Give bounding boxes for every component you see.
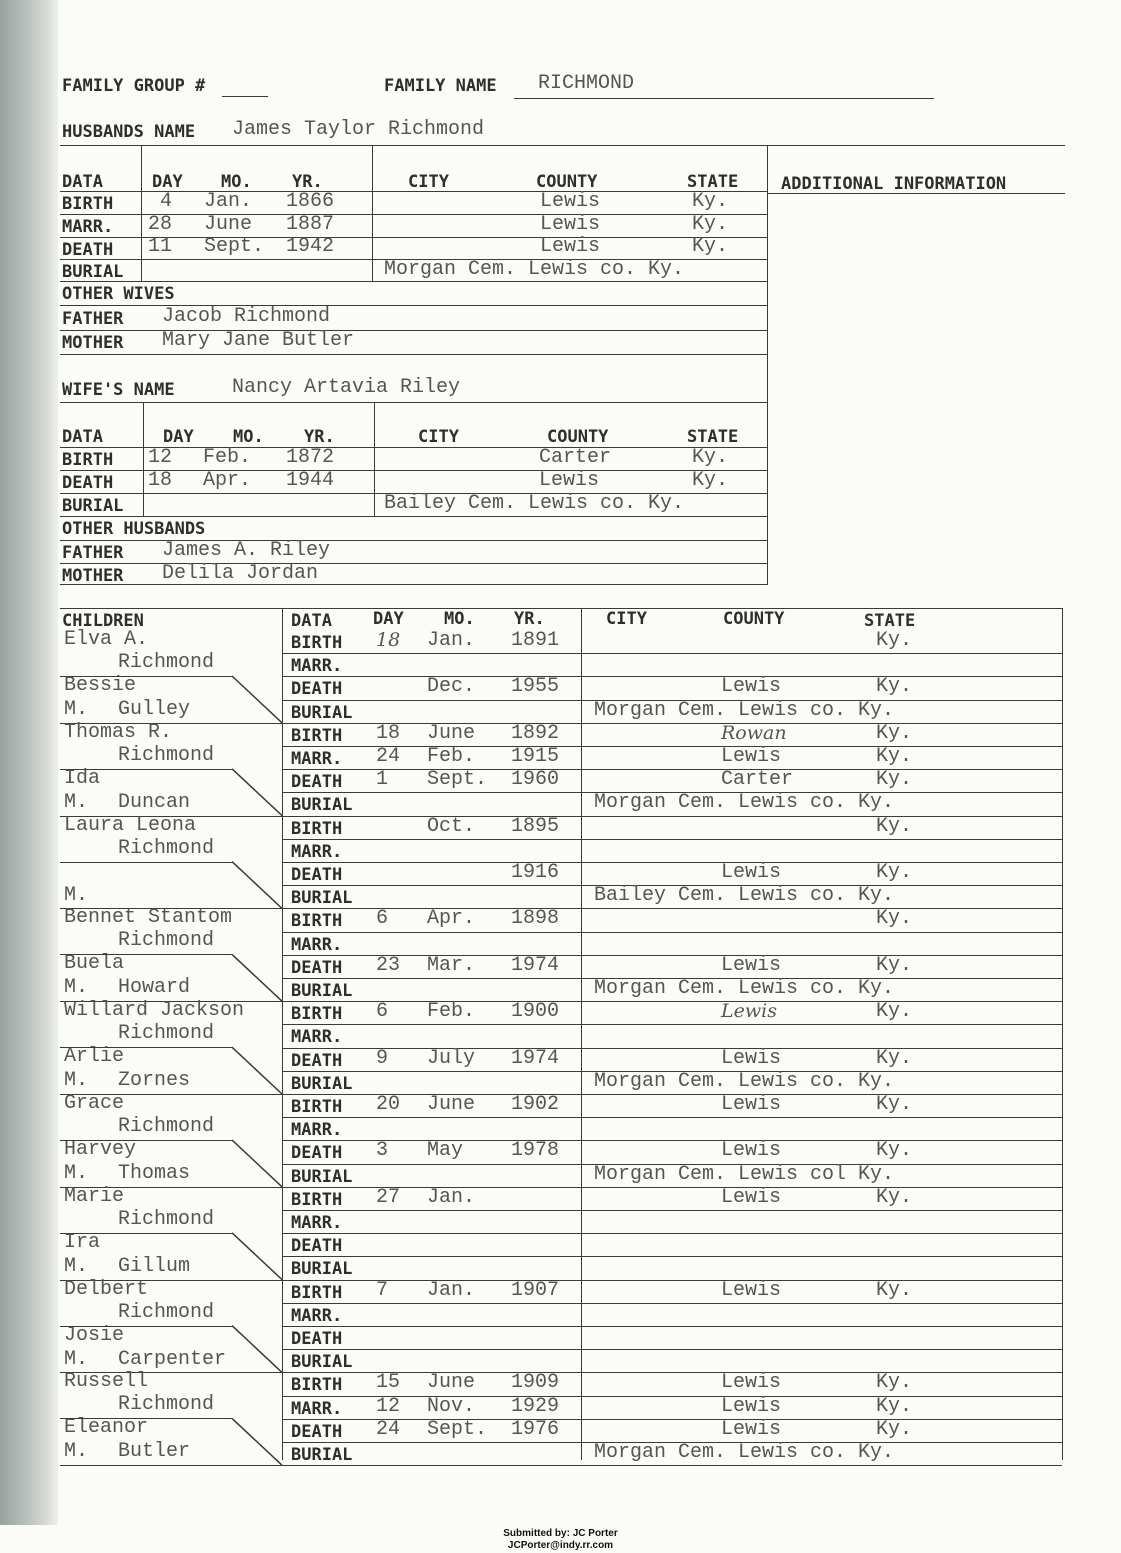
husband-name-value: James Taylor Richmond [232,118,485,141]
wife-col-yr: YR. [304,427,335,447]
child-burial-place: Morgan Cem. Lewis co. Ky. [594,791,895,815]
child-birth-label: BIRTH [291,1282,343,1303]
spouse-prefix: M. [64,1254,89,1278]
husband-marr-county: Lewis [540,213,601,236]
spouse-prefix: M. [64,1162,89,1185]
family-name-value: RICHMOND [538,72,635,95]
child-death-county: Carter [721,768,794,792]
child-birth-day: 15 [376,1371,401,1395]
child-birth-label: BIRTH [291,1375,343,1396]
child-birth-county: Rowan [721,721,787,744]
wife-birth-day: 12 [148,446,173,469]
child-birth-mo: Oct. [427,814,476,838]
child-birth-label: BIRTH [291,911,343,932]
spouse-last-name: Carpenter [118,1347,227,1371]
child-death-county: Lewis [721,1139,782,1163]
child-marr-county: Lewis [721,745,782,768]
husband-birth-yr: 1866 [286,190,335,213]
child-last-name: Richmond [118,1022,215,1046]
child-first-name: Thomas R. [64,720,173,744]
child-birth-mo: June [427,1371,476,1395]
child-marr-day: 24 [376,745,401,768]
child-death-state: Ky. [876,861,913,884]
husband-burial-label: BURIAL [62,262,124,282]
child-death-day: 1 [376,768,389,792]
child-birth-state: Ky. [876,1185,913,1209]
husband-col-state: STATE [687,172,739,192]
husband-death-state: Ky. [692,235,729,258]
child-death-yr: 1960 [511,768,560,792]
wife-name-value: Nancy Artavia Riley [232,376,461,399]
child-death-state: Ky. [876,1139,913,1163]
family-name-label: FAMILY NAME [384,76,497,96]
spouse-prefix: M. [64,1347,89,1371]
wife-name-label: WIFE'S NAME [62,380,175,400]
husband-birth-county: Lewis [540,190,601,213]
child-birth-label: BIRTH [291,1189,343,1210]
spouse-first-name: Arlie [64,1045,125,1069]
child-birth-county: Lewis [721,1371,782,1395]
child-death-county: Lewis [721,1417,782,1441]
child-birth-state: Ky. [876,721,913,745]
wife-death-day: 18 [148,469,173,492]
child-burial-place: Morgan Cem. Lewis col Ky. [594,1162,895,1186]
other-wives-label: OTHER WIVES [62,284,175,304]
child-death-state: Ky. [876,1046,913,1070]
wife-col-data: DATA [62,427,103,447]
wife-burial-place: Bailey Cem. Lewis co. Ky. [384,492,685,515]
child-birth-mo: Feb. [427,1000,476,1024]
child-birth-mo: June [427,1093,476,1116]
spouse-first-name: Buela [64,952,125,976]
husband-death-mo: Sept. [204,235,265,258]
child-birth-state: Ky. [876,1000,913,1024]
child-birth-day: 6 [376,1000,389,1024]
child-birth-yr: 1902 [511,1093,560,1116]
child-burial-place: Morgan Cem. Lewis co. Ky. [594,698,895,722]
child-marr-mo: Feb. [427,745,476,768]
other-husbands-label: OTHER HUSBANDS [62,519,206,539]
child-burial-label: BURIAL [291,1259,353,1280]
child-death-day: 9 [376,1046,389,1070]
spouse-diagonal-line [232,1140,282,1187]
child-birth-day: 20 [376,1093,401,1116]
child-last-name: Richmond [118,836,215,860]
wife-father-label: FATHER [62,543,124,563]
child-death-yr: 1976 [511,1417,560,1441]
husband-col-data: DATA [62,172,103,192]
child-marr-label: MARR. [291,841,343,862]
child-death-mo: Sept. [427,1417,488,1441]
child-last-name: Richmond [118,651,215,674]
child-birth-label: BIRTH [291,1097,343,1117]
footer-submitted-by: Submitted by: JC Porter [503,1528,618,1539]
husband-birth-day: 4 [160,190,173,213]
child-first-name: Laura Leona [64,813,197,837]
child-birth-yr: 1898 [511,907,560,931]
wife-mother-value: Delila Jordan [162,562,319,585]
child-marr-label: MARR. [291,1027,343,1048]
husband-death-county: Lewis [540,235,601,258]
child-birth-mo: June [427,721,476,745]
husband-name-label: HUSBANDS NAME [62,122,196,142]
child-death-mo: Dec. [427,675,476,699]
children-col-children: CHILDREN [62,611,144,631]
child-last-name: Richmond [118,1207,215,1231]
child-marr-yr: 1929 [511,1394,560,1418]
child-birth-day: 18 [376,629,401,651]
spouse-diagonal-line [232,1233,282,1280]
child-first-name: Bennet Stantom [64,906,233,930]
child-marr-label: MARR. [291,1213,343,1233]
child-birth-yr: 1891 [511,629,560,652]
husband-burial-place: Morgan Cem. Lewis co. Ky. [384,258,685,281]
husband-birth-state: Ky. [692,190,729,213]
child-death-mo: Mar. [427,953,476,977]
spouse-first-name: Josie [64,1323,125,1347]
spouse-diagonal-line [232,954,282,1001]
children-col-county: COUNTY [723,609,785,629]
child-burial-place: Morgan Cem. Lewis co. Ky. [594,1069,895,1093]
child-marr-mo: Nov. [427,1394,476,1418]
child-birth-yr: 1900 [511,1000,560,1024]
wife-death-county: Lewis [539,469,600,492]
spouse-diagonal-line [232,1418,282,1465]
child-birth-state: Ky. [876,1278,913,1302]
husband-col-yr: YR. [292,172,323,192]
husband-marr-state: Ky. [692,213,729,236]
child-death-state: Ky. [876,1417,913,1441]
wife-col-city: CITY [418,427,459,447]
husband-marr-label: MARR. [62,217,114,237]
child-birth-mo: Jan. [427,629,476,652]
children-col-yr: YR. [514,609,545,629]
child-last-name: Richmond [118,1393,215,1417]
additional-information-label: ADDITIONAL INFORMATION [781,174,1007,194]
husband-father-label: FATHER [62,309,124,329]
child-last-name: Richmond [118,1300,215,1324]
spouse-prefix: M. [64,976,89,1000]
child-marr-county: Lewis [721,1394,782,1418]
husband-birth-mo: Jan. [204,190,253,213]
child-marr-label: MARR. [291,934,343,955]
spouse-last-name: Gillum [118,1254,191,1278]
child-death-mo: Sept. [427,768,488,792]
child-death-county: Lewis [721,953,782,977]
spouse-last-name: Zornes [118,1069,191,1093]
spouse-first-name: Ida [64,766,101,790]
child-marr-label: MARR. [291,749,343,769]
husband-death-day: 11 [148,235,173,258]
husband-death-yr: 1942 [286,235,335,258]
child-birth-yr: 1907 [511,1278,560,1302]
child-death-state: Ky. [876,675,913,699]
child-death-label: DEATH [291,772,343,793]
child-marr-label: MARR. [291,656,343,677]
wife-col-county: COUNTY [547,427,609,447]
child-birth-state: Ky. [876,629,913,652]
spouse-diagonal-line [232,862,282,909]
husband-mother-label: MOTHER [62,333,124,353]
children-col-state: STATE [864,611,916,631]
spouse-diagonal-line [232,676,282,723]
wife-death-label: DEATH [62,473,114,493]
child-burial-place: Morgan Cem. Lewis co. Ky. [594,1441,895,1464]
child-marr-label: MARR. [291,1120,343,1141]
husband-mother-value: Mary Jane Butler [162,329,355,352]
child-birth-county: Lewis [721,1093,782,1116]
wife-burial-label: BURIAL [62,496,124,516]
child-last-name: Richmond [118,1115,215,1138]
child-marr-label: MARR. [291,1398,343,1419]
child-death-day: 3 [376,1139,389,1163]
children-col-data: DATA [291,611,332,631]
spouse-first-name: Eleanor [64,1416,149,1440]
child-death-day: 23 [376,953,401,977]
child-birth-yr: 1909 [511,1371,560,1395]
spouse-prefix: M. [64,698,89,721]
footer-email: JCPorter@indy.rr.com [507,1540,614,1551]
child-death-label: DEATH [291,679,343,700]
child-birth-yr: 1892 [511,721,560,745]
child-birth-mo: Jan. [427,1185,476,1209]
child-marr-day: 12 [376,1394,401,1418]
child-birth-day: 27 [376,1185,401,1209]
child-death-mo: July [427,1046,476,1070]
child-death-day: 24 [376,1417,401,1441]
wife-col-day: DAY [163,427,194,447]
child-death-yr: 1916 [511,861,560,884]
child-birth-label: BIRTH [291,633,343,653]
child-burial-label: BURIAL [291,795,353,816]
child-burial-label: BURIAL [291,1166,353,1187]
child-birth-day: 7 [376,1278,389,1302]
child-death-county: Lewis [721,861,782,884]
child-death-label: DEATH [291,1050,343,1071]
spouse-last-name: Howard [118,976,191,1000]
spouse-prefix: M. [64,790,89,814]
child-death-label: DEATH [291,1143,343,1164]
child-first-name: Russell [64,1370,149,1394]
spouse-last-name: Duncan [118,790,191,814]
child-birth-label: BIRTH [291,818,343,839]
child-birth-yr: 1895 [511,814,560,838]
child-burial-label: BURIAL [291,981,353,1001]
child-birth-county: Lewis [721,1278,782,1302]
husband-col-city: CITY [408,172,449,192]
child-marr-state: Ky. [876,1394,913,1418]
child-birth-day: 6 [376,907,389,931]
child-first-name: Marie [64,1184,125,1208]
child-death-state: Ky. [876,953,913,977]
child-death-mo: May [427,1139,464,1163]
wife-birth-state: Ky. [692,446,729,469]
child-birth-county: Lewis [721,1185,782,1209]
husband-marr-mo: June [204,213,253,236]
child-burial-label: BURIAL [291,1445,353,1465]
husband-death-label: DEATH [62,240,114,260]
child-death-yr: 1978 [511,1139,560,1163]
child-burial-place: Bailey Cem. Lewis co. Ky. [594,884,895,908]
spouse-first-name: Bessie [64,674,137,697]
child-first-name: Willard Jackson [64,999,245,1023]
husband-col-day: DAY [152,172,183,192]
husband-marr-yr: 1887 [286,213,335,236]
spouse-prefix: M. [64,1069,89,1093]
children-col-mo: MO. [444,609,475,629]
child-death-label: DEATH [291,865,343,885]
spouse-first-name: Harvey [64,1138,137,1161]
wife-birth-label: BIRTH [62,450,114,470]
child-death-state: Ky. [876,768,913,792]
child-death-label: DEATH [291,1236,343,1257]
husband-father-value: Jacob Richmond [162,305,331,328]
child-last-name: Richmond [118,929,215,953]
husband-marr-day: 28 [148,213,173,236]
wife-death-mo: Apr. [203,469,252,492]
child-birth-label: BIRTH [291,725,343,746]
wife-col-state: STATE [687,427,739,447]
child-birth-state: Ky. [876,814,913,838]
child-burial-label: BURIAL [291,1073,353,1094]
wife-col-mo: MO. [233,427,264,447]
spouse-last-name: Thomas [118,1162,191,1185]
child-death-label: DEATH [291,957,343,978]
child-birth-label: BIRTH [291,1004,343,1025]
spouse-diagonal-line [232,769,282,816]
spouse-prefix: M. [64,1440,89,1464]
child-death-yr: 1974 [511,1046,560,1070]
spouse-last-name: Gulley [118,698,191,721]
child-birth-mo: Jan. [427,1278,476,1302]
children-col-city: CITY [606,609,647,629]
spouse-diagonal-line [232,1326,282,1373]
child-death-label: DEATH [291,1421,343,1442]
spouse-diagonal-line [232,1047,282,1094]
child-first-name: Elva A. [64,628,149,651]
child-death-label: DEATH [291,1329,343,1349]
child-birth-state: Ky. [876,907,913,931]
husband-birth-label: BIRTH [62,194,114,214]
children-col-day: DAY [373,609,404,629]
child-marr-state: Ky. [876,745,913,768]
child-first-name: Delbert [64,1277,149,1301]
child-death-county: Lewis [721,1046,782,1070]
child-last-name: Richmond [118,743,215,767]
wife-birth-county: Carter [539,446,612,469]
child-death-yr: 1955 [511,675,560,699]
child-birth-county: Lewis [721,1000,777,1023]
husband-col-mo: MO. [221,172,252,192]
wife-father-value: James A. Riley [162,539,331,562]
wife-birth-mo: Feb. [203,446,252,469]
child-birth-state: Ky. [876,1093,913,1116]
child-death-yr: 1974 [511,953,560,977]
family-group-label: FAMILY GROUP # [62,76,206,96]
spouse-prefix: M. [64,883,89,907]
child-birth-day: 18 [376,721,401,745]
child-marr-yr: 1915 [511,745,560,768]
child-burial-label: BURIAL [291,702,353,723]
child-burial-label: BURIAL [291,888,353,909]
spouse-first-name: Ira [64,1230,101,1254]
child-marr-label: MARR. [291,1305,343,1326]
husband-col-county: COUNTY [536,172,598,192]
spouse-last-name: Butler [118,1440,191,1464]
wife-death-state: Ky. [692,469,729,492]
child-death-county: Lewis [721,675,782,699]
wife-birth-yr: 1872 [286,446,335,469]
wife-mother-label: MOTHER [62,566,124,586]
child-birth-mo: Apr. [427,907,476,931]
wife-death-yr: 1944 [286,469,335,492]
child-burial-place: Morgan Cem. Lewis co. Ky. [594,977,895,1000]
child-birth-state: Ky. [876,1371,913,1395]
child-first-name: Grace [64,1092,125,1115]
child-burial-label: BURIAL [291,1352,353,1373]
